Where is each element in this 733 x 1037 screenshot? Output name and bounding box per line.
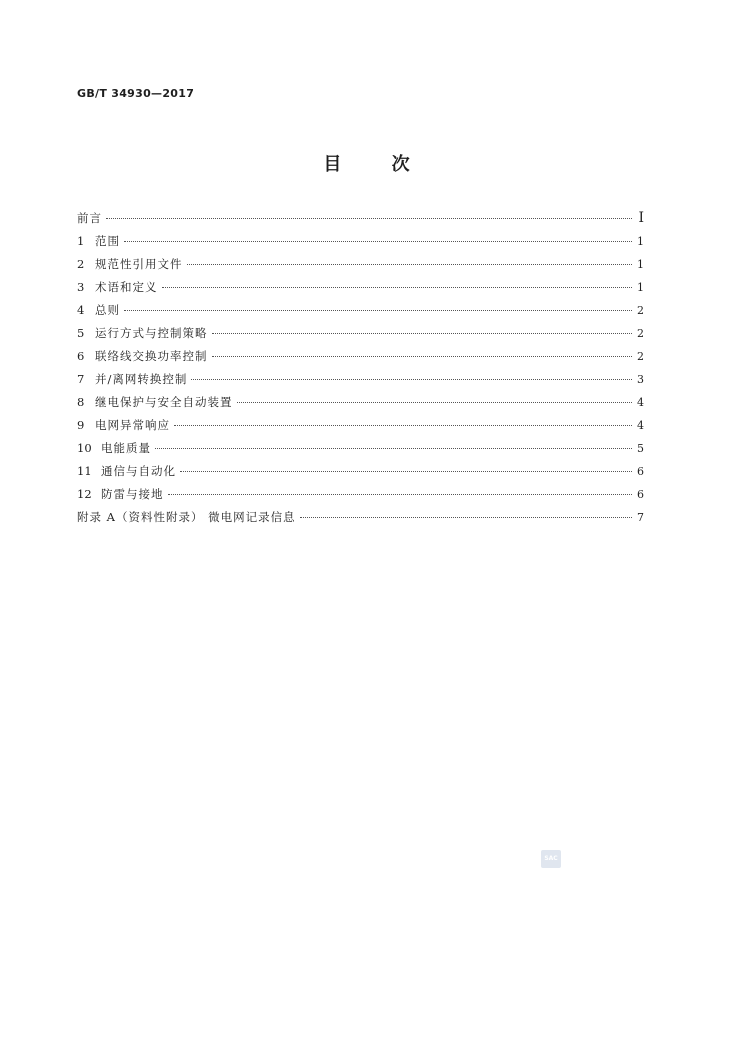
toc-entry-label: 总则 (95, 303, 120, 317)
toc-title: 目 次 (323, 154, 432, 175)
toc-entry-8[interactable] (77, 391, 644, 414)
toc-entry-6[interactable] (77, 345, 644, 368)
toc-leader-dots (168, 493, 633, 495)
toc-entry-1[interactable] (77, 230, 644, 253)
toc-entry-page: 2 (637, 350, 644, 363)
toc-entry-number: 2 (77, 257, 85, 271)
toc-entry-page: 7 (637, 511, 644, 524)
toc-entry-number: 11 (77, 464, 92, 478)
toc-entry-number: 3 (77, 280, 85, 294)
toc-leader-dots (124, 240, 632, 242)
toc-entry-3[interactable] (77, 276, 644, 299)
toc-entry-number: 5 (77, 326, 85, 340)
toc-entry-page: 2 (637, 327, 644, 340)
toc-entry-12[interactable] (77, 483, 644, 506)
toc-entry-4[interactable] (77, 299, 644, 322)
toc-entry-page: 4 (637, 419, 644, 432)
toc-leader-dots (124, 309, 632, 311)
toc-entry-9[interactable] (77, 414, 644, 437)
toc-entry-2[interactable] (77, 253, 644, 276)
toc-leader-dots (106, 217, 632, 219)
toc-entry-label: 联络线交换功率控制 (95, 349, 208, 363)
standard-code-header: GB/T 34930—2017 (77, 87, 195, 100)
toc-entry-page: 2 (637, 304, 644, 317)
toc-leader-dots (191, 378, 632, 380)
toc-entry-number: 9 (77, 418, 85, 432)
toc-leader-dots (300, 516, 632, 518)
toc-entry-label: 附录 A（资料性附录） 微电网记录信息 (77, 510, 296, 524)
toc-entry-label: 规范性引用文件 (95, 257, 183, 271)
toc-entry-number: 12 (77, 487, 92, 501)
toc-entry-label: 前言 (77, 211, 102, 225)
toc-entry-page: 6 (637, 465, 644, 478)
toc-leader-dots (187, 263, 633, 265)
toc-leader-dots (174, 424, 632, 426)
toc-entry-page: 4 (637, 396, 644, 409)
sac-watermark-logo: SAC (541, 850, 561, 868)
toc-entry-10[interactable] (77, 437, 644, 460)
toc-entry-label: 运行方式与控制策略 (95, 326, 208, 340)
table-of-contents (77, 207, 644, 529)
toc-entry-page: 1 (637, 258, 644, 271)
toc-entry-11[interactable] (77, 460, 644, 483)
toc-leader-dots (212, 355, 633, 357)
toc-entry-number: 4 (77, 303, 85, 317)
toc-entry-number: 1 (77, 234, 85, 248)
toc-entry-7[interactable] (77, 368, 644, 391)
toc-entry-5[interactable] (77, 322, 644, 345)
toc-entry-label: 范围 (95, 234, 120, 248)
toc-entry-number: 10 (77, 441, 92, 455)
toc-entry-page: 3 (637, 373, 644, 386)
toc-entry-page: 5 (637, 442, 644, 455)
toc-entry-label: 电能质量 (101, 441, 151, 455)
toc-entry-label: 防雷与接地 (101, 487, 164, 501)
toc-entry-label: 通信与自动化 (101, 464, 176, 478)
toc-entry-page: 1 (637, 235, 644, 248)
toc-leader-dots (237, 401, 633, 403)
toc-leader-dots (155, 447, 632, 449)
toc-entry-page: 1 (637, 281, 644, 294)
toc-entry-page: I (638, 210, 644, 226)
toc-entry-preface[interactable] (77, 207, 644, 230)
toc-entry-number: 7 (77, 372, 85, 386)
toc-leader-dots (212, 332, 633, 334)
toc-entry-label: 继电保护与安全自动装置 (95, 395, 233, 409)
toc-leader-dots (180, 470, 632, 472)
toc-entry-label: 术语和定义 (95, 280, 158, 294)
toc-entry-appendix-a[interactable] (77, 506, 644, 529)
toc-entry-label: 电网异常响应 (95, 418, 170, 432)
toc-entry-number: 6 (77, 349, 85, 363)
toc-entry-label: 并/离网转换控制 (95, 372, 188, 386)
toc-leader-dots (162, 286, 633, 288)
toc-entry-number: 8 (77, 395, 85, 409)
toc-entry-page: 6 (637, 488, 644, 501)
